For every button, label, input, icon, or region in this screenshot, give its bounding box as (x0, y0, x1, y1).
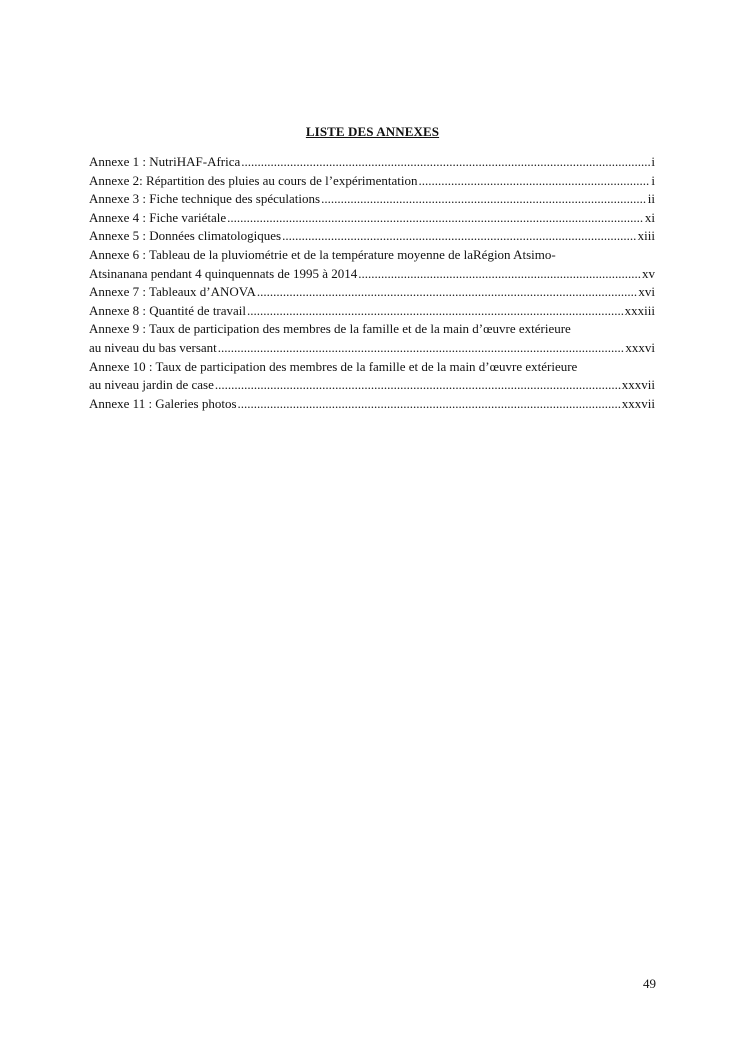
entry-label-line1: Annexe 10 : Taux de participation des membres de la famille et de la main d’œuvre extérieure (89, 358, 578, 374)
list-item-annexe-11[interactable] (89, 395, 655, 414)
dot-leader (218, 339, 625, 358)
list-item-annexe-6[interactable] (89, 246, 655, 283)
list-item-annexe-5[interactable] (89, 227, 655, 246)
entry-label-line1: Annexe 9 : Taux de participation des membres de la famille et de la main d’œuvre extérieure (89, 321, 571, 337)
page-title: LISTE DES ANNEXES (305, 124, 440, 139)
list-item-annexe-7[interactable] (89, 283, 655, 302)
entry-label: Annexe 2: Répartition des pluies au cours de l’expérimentation (89, 172, 418, 188)
list-item-annexe-1[interactable] (89, 153, 655, 172)
entry-label: Annexe 1 : NutriHAF-Africa (89, 154, 241, 169)
entry-label: Atsinanana pendant 4 quinquennats de 1995 à 2014 (89, 265, 358, 281)
dot-leader (419, 172, 651, 191)
annex-list (89, 153, 655, 413)
list-item-annexe-3[interactable] (89, 190, 655, 209)
dot-leader (358, 265, 641, 284)
dot-leader (257, 283, 638, 302)
entry-label: Annexe 5 : Données climatologiques (89, 228, 282, 244)
dot-leader (241, 153, 650, 172)
dot-leader (321, 190, 647, 209)
dot-leader (247, 302, 624, 321)
dot-leader (227, 209, 644, 228)
entry-page: xi (644, 209, 655, 225)
entry-label: Annexe 11 : Galeries photos (89, 395, 237, 411)
entry-page: xvi (638, 284, 655, 300)
entry-page: xxxiii (624, 302, 655, 318)
entry-page: i (651, 154, 655, 169)
list-item-annexe-10[interactable] (89, 358, 655, 395)
list-item-annexe-9[interactable] (89, 320, 655, 357)
list-item-annexe-8[interactable] (89, 302, 655, 321)
entry-label: au niveau jardin de case (89, 377, 214, 393)
entry-label: Annexe 8 : Quantité de travail (89, 302, 247, 318)
dot-leader (238, 395, 621, 414)
entry-page: ii (647, 191, 655, 207)
entry-label-line1: Annexe 6 : Tableau de la pluviométrie et de la température moyenne de laRégion Atsimo- (89, 246, 556, 262)
entry-label: Annexe 3 : Fiche technique des spéculations (89, 191, 321, 207)
dot-leader (282, 227, 637, 246)
dot-leader (215, 376, 621, 395)
page-number: 49 (643, 976, 656, 991)
entry-page: xxxvii (621, 377, 655, 393)
list-item-annexe-2[interactable] (89, 172, 655, 191)
entry-label: au niveau du bas versant (89, 339, 217, 355)
entry-label: Annexe 4 : Fiche variétale (89, 209, 227, 225)
entry-page: xv (642, 265, 655, 281)
list-item-annexe-4[interactable] (89, 209, 655, 228)
entry-page: xiii (637, 228, 655, 244)
entry-label: Annexe 7 : Tableaux d’ANOVA (89, 284, 256, 300)
entry-page: xxxvii (621, 395, 655, 411)
entry-page: i (651, 172, 655, 188)
entry-page: xxxvi (625, 339, 655, 355)
